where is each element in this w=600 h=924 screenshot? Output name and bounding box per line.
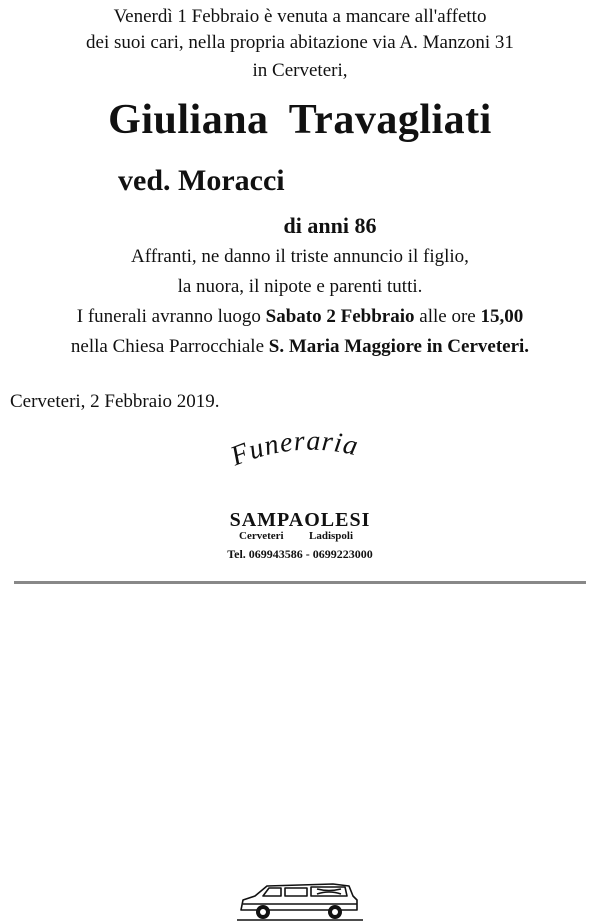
funeral-text-2: alle ore: [414, 306, 481, 327]
intro-line-3: in Cerveteri,: [252, 60, 348, 81]
town-cerveteri: Cerveteri: [239, 530, 284, 542]
funeral-date: Sabato 2 Febbraio: [265, 306, 415, 327]
widow-of: ved. Moracci: [118, 164, 285, 197]
svg-text:Funeraria: [225, 426, 361, 473]
place-and-date: Cerveteri, 2 Febbraio 2019.: [10, 391, 220, 412]
announce-line-1: Affranti, ne danno il triste annuncio il figlio,: [131, 246, 469, 267]
church-line: [0, 335, 600, 358]
church-name: S. Maria Maggiore in Cerveteri.: [268, 336, 530, 357]
funeral-home-name: SAMPAOLESI: [229, 509, 371, 531]
funeral-home-phone: Tel. 069943586 - 0699223000: [227, 547, 373, 561]
intro-line-1: Venerdì 1 Febbraio è venuta a mancare all'affetto: [113, 6, 487, 27]
town-ladispoli: Ladispoli: [309, 530, 354, 542]
bottom-divider: [14, 581, 586, 584]
funeral-text-1: I funerali avranno luogo: [76, 306, 266, 327]
logo-word-text: Funeraria: [226, 425, 362, 473]
funeral-time: 15,00: [480, 306, 524, 327]
church-text: nella Chiesa Parrocchiale: [70, 336, 269, 357]
deceased-name: Giuliana Travagliati: [108, 97, 492, 143]
hearse-icon: [237, 876, 363, 924]
funeraria-wordmark: [205, 418, 395, 478]
intro-line-2: dei suoi cari, nella propria abitazione via A. Manzoni 31: [86, 32, 514, 53]
funeral-line: [0, 305, 600, 328]
age: di anni 86: [283, 213, 377, 238]
announce-line-2: la nuora, il nipote e parenti tutti.: [177, 276, 423, 297]
